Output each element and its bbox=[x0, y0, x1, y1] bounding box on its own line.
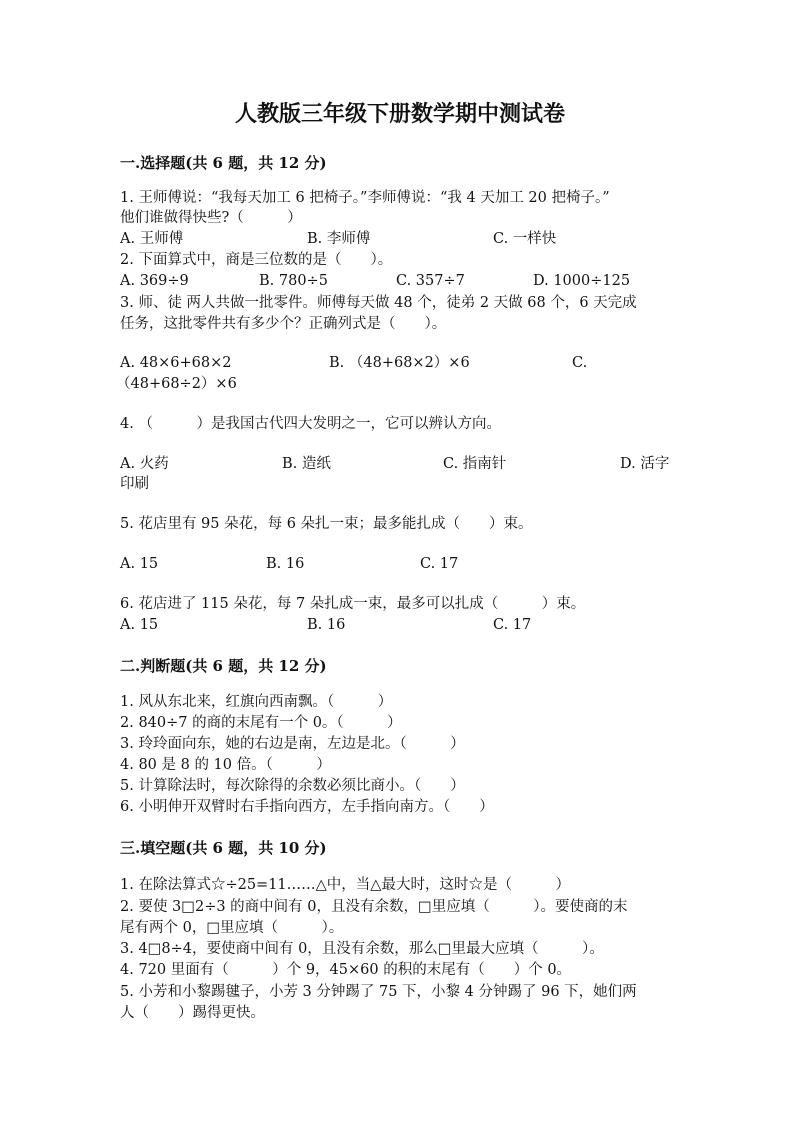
question-text: 他们谁做得快些?（ ） bbox=[120, 210, 302, 226]
question-text: 任务，这批零件共有多少个？正确列式是（ ）。 bbox=[120, 316, 447, 332]
question-text: 2. 下面算式中，商是三位数的是（ ）。 bbox=[120, 252, 393, 268]
question-text: 尾有两个 0，□里应填（ ）。 bbox=[120, 920, 344, 936]
question-text: 人（ ）踢得更快。 bbox=[120, 1005, 265, 1021]
section-heading-judgement: 二.判断题(共 6 题，共 12 分) bbox=[120, 657, 327, 675]
option-d: D. 1000÷125 bbox=[533, 273, 631, 289]
section-heading-choice: 一.选择题(共 6 题，共 12 分) bbox=[120, 154, 327, 172]
option-a: A. 15 bbox=[120, 617, 159, 633]
option-b: B. 李师傅 bbox=[307, 231, 371, 247]
option-c: C. 17 bbox=[420, 556, 459, 572]
question-text: 3. 师、徒 两人共做一批零件。师傅每天做 48 个，徒弟 2 天做 68 个，6 天完成 bbox=[120, 295, 637, 311]
option-b: B. 16 bbox=[307, 617, 346, 633]
section-heading-fill-blank: 三.填空题(共 6 题，共 10 分) bbox=[120, 839, 327, 857]
question-text: 4. 80 是 8 的 10 倍。（ ） bbox=[120, 757, 331, 773]
option-b: B. 16 bbox=[266, 556, 305, 572]
option-c: C. 指南针 bbox=[443, 456, 507, 472]
option-b: B. （48+68×2）×6 bbox=[329, 355, 470, 371]
option-c-continued: （48+68÷2）×6 bbox=[116, 376, 237, 392]
question-text: 1. 王师傅说：“我每天加工 6 把椅子。”李师傅说：“我 4 天加工 20 把椅子。” bbox=[120, 190, 610, 206]
question-text: 5. 小芳和小黎踢毽子，小芳 3 分钟踢了 75 下，小黎 4 分钟踢了 96 下，她们两 bbox=[120, 984, 637, 1000]
option-c: C. bbox=[572, 355, 588, 371]
option-b: B. 造纸 bbox=[282, 456, 331, 472]
question-text: 1. 风从东北来，红旗向西南飘。（ ） bbox=[120, 694, 393, 710]
option-b: B. 780÷5 bbox=[259, 273, 328, 289]
option-d-continued: 印刷 bbox=[120, 476, 149, 492]
question-text: 3. 4□8÷4，要使商中间有 0，且没有余数，那么□里最大应填（ ）。 bbox=[120, 941, 604, 957]
page-title: 人教版三年级下册数学期中测试卷 bbox=[234, 101, 565, 127]
option-a: A. 火药 bbox=[120, 456, 169, 472]
option-c: C. 17 bbox=[493, 617, 532, 633]
question-text: 2. 840÷7 的商的末尾有一个 0。（ ） bbox=[120, 715, 402, 731]
question-text: 6. 小明伸开双臂时右手指向西方，左手指向南方。（ ） bbox=[120, 799, 494, 815]
question-text: 5. 计算除法时，每次除得的余数必须比商小。（ ） bbox=[120, 778, 465, 794]
question-text: 6. 花店进了 115 朵花，每 7 朵扎成一束，最多可以扎成（ ）束。 bbox=[120, 596, 586, 612]
option-d: D. 活字 bbox=[620, 456, 670, 472]
option-a: A. 王师傅 bbox=[120, 231, 184, 247]
question-text: 5. 花店里有 95 朵花，每 6 朵扎一束；最多能扎成（ ）束。 bbox=[120, 516, 533, 532]
question-text: 3. 玲玲面向东，她的右边是南，左边是北。（ ） bbox=[120, 736, 465, 752]
question-text: 1. 在除法算式☆÷25=11……△中，当△最大时，这时☆是（ ） bbox=[120, 877, 570, 893]
question-text: 2. 要使 3□2÷3 的商中间有 0，且没有余数，□里应填（ ）。要使商的末 bbox=[120, 899, 628, 915]
option-c: C. 一样快 bbox=[493, 231, 557, 247]
question-text: 4. （ ）是我国古代四大发明之一，它可以辨认方向。 bbox=[120, 416, 501, 432]
option-c: C. 357÷7 bbox=[396, 273, 465, 289]
option-a: A. 15 bbox=[120, 556, 159, 572]
option-a: A. 369÷9 bbox=[120, 273, 189, 289]
question-text: 4. 720 里面有（ ）个 9，45×60 的积的末尾有（ ）个 0。 bbox=[120, 962, 572, 978]
option-a: A. 48×6+68×2 bbox=[120, 355, 232, 371]
